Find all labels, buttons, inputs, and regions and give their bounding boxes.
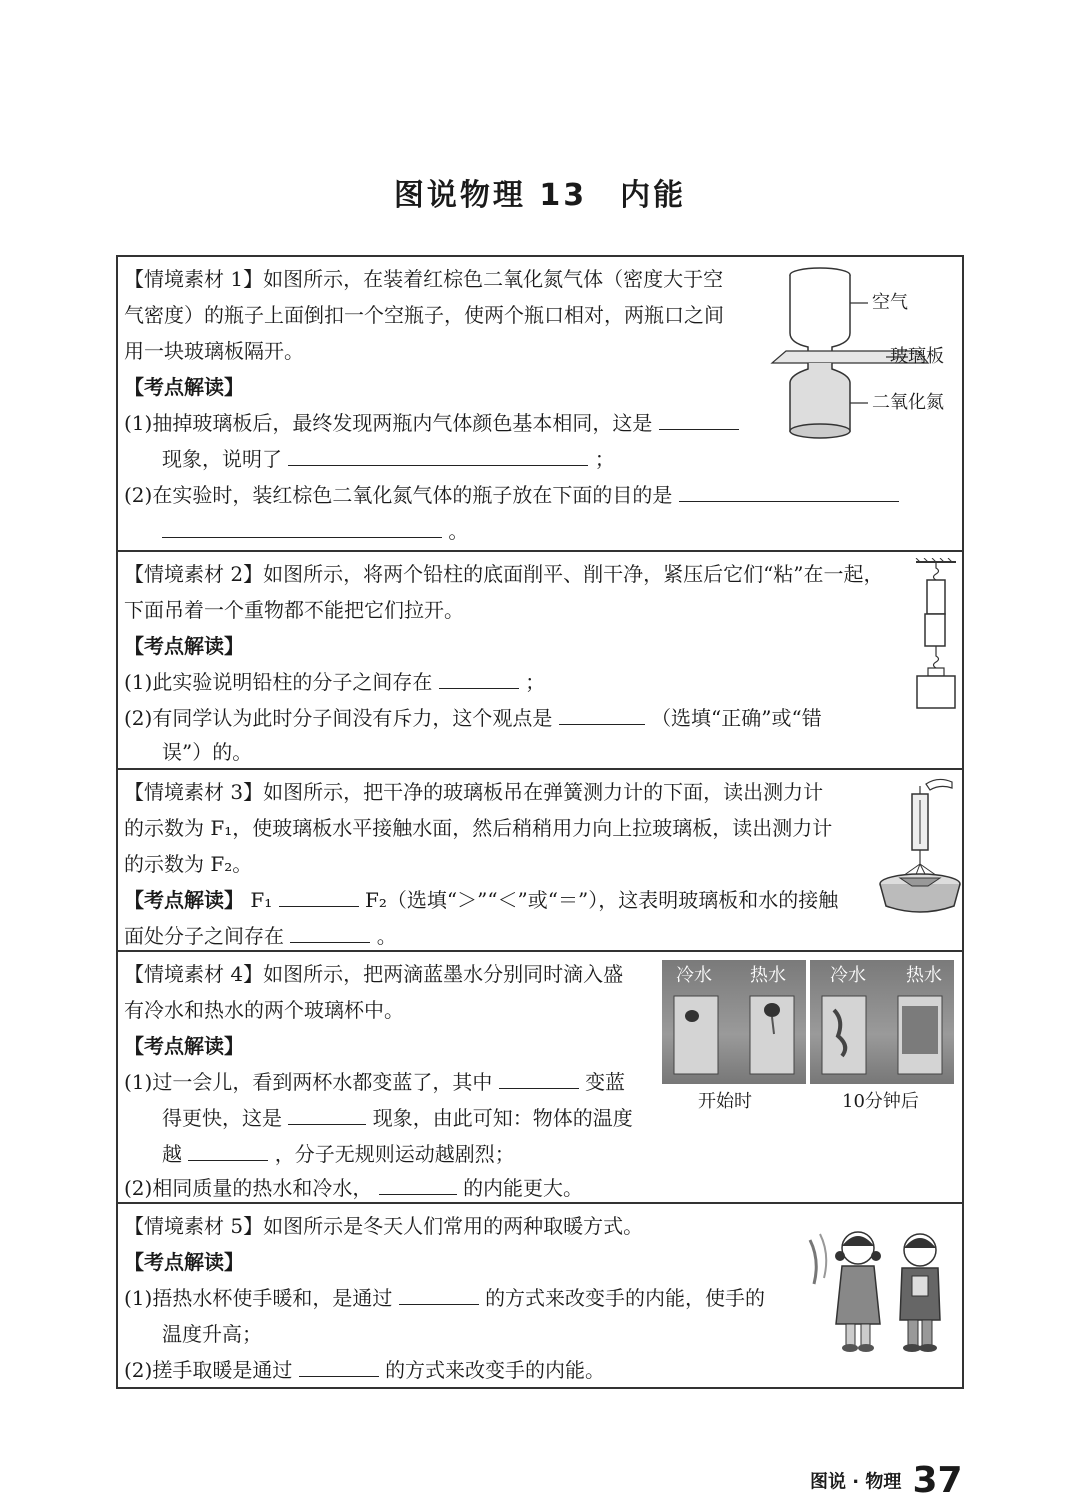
section-3 — [118, 770, 962, 952]
s4-q1-blank-2[interactable] — [288, 1104, 366, 1125]
s1-q1-blank-2[interactable] — [288, 445, 588, 466]
page-title: 图说物理 13 内能 — [393, 178, 687, 213]
s1-line3: 用一块玻璃板隔开。 — [124, 339, 304, 363]
photo-after-cold: 冷水 — [830, 965, 866, 986]
s2-q1-blank[interactable] — [439, 668, 519, 689]
photo-start-cold: 冷水 — [676, 965, 712, 986]
s2-q2-blank[interactable] — [559, 704, 645, 725]
s5-kd-heading: 【考点解读】 — [124, 1250, 244, 1274]
children-warming-hands-illustration — [806, 1220, 962, 1380]
s5-line1: 【情境素材 5】如图所示是冬天人们常用的两种取暖方式。 — [124, 1214, 644, 1238]
photo-start-hot: 热水 — [750, 965, 786, 986]
s2-q1-end: ； — [525, 670, 546, 694]
s2-q2-text-c: 误”）的。 — [162, 740, 253, 764]
s1-q2-blank-1[interactable] — [679, 481, 899, 502]
s4-line2: 有冷水和热水的两个玻璃杯中。 — [124, 998, 404, 1022]
s4-q2-end: 的内能更大。 — [463, 1176, 584, 1200]
s5-q2-end: 的方式来改变手的内能。 — [385, 1358, 606, 1382]
s4-q1-text-d: 现象，由此可知：物体的温度 — [372, 1106, 633, 1130]
s5-q2-text: (2)搓手取暖是通过 — [124, 1358, 293, 1382]
fig-label-no2: 二氧化氮 — [872, 392, 944, 413]
s1-q1-blank-1[interactable] — [659, 409, 739, 430]
s4-q1-text-b: 变蓝 — [585, 1070, 626, 1094]
s2-q1-text: (1)此实验说明铅柱的分子之间存在 — [124, 670, 433, 694]
s1-q1-end: ； — [594, 447, 615, 471]
s3-line3: 的示数为 F₂。 — [124, 852, 253, 876]
section-5 — [118, 1204, 962, 1387]
s4-q1-text-c: 得更快，这是 — [162, 1106, 282, 1130]
s3-q-end: 。 — [376, 924, 397, 948]
s5-q1-blank[interactable] — [399, 1284, 479, 1305]
s4-q1-blank-3[interactable] — [188, 1140, 268, 1161]
caption-start: 开始时 — [698, 1091, 752, 1112]
s1-line2: 气密度）的瓶子上面倒扣一个空瓶子，使两个瓶口相对，两瓶口之间 — [124, 303, 724, 327]
s2-line2: 下面吊着一个重物都不能把它们拉开。 — [124, 598, 464, 622]
s4-q1-text-e: 越 — [162, 1142, 182, 1166]
lead-cylinders-diagram — [914, 558, 958, 718]
s1-kd-heading: 【考点解读】 — [124, 375, 244, 399]
s3-q-blank-2[interactable] — [290, 922, 370, 943]
caption-after: 10分钟后 — [842, 1091, 919, 1112]
section-4 — [118, 952, 962, 1204]
s4-q1-text: (1)过一会儿，看到两杯水都变蓝了，其中 — [124, 1070, 493, 1094]
s3-q-text: F₂（选填“＞”“＜”或“＝”），这表明玻璃板和水的接触 — [364, 888, 839, 912]
s5-q1-text-c: 温度升高； — [162, 1322, 262, 1346]
s3-kd-heading: 【考点解读】 — [124, 888, 244, 912]
s3-q-blank-1[interactable] — [279, 886, 359, 907]
s2-kd-heading: 【考点解读】 — [124, 634, 244, 658]
s1-q2-end: 。 — [448, 519, 469, 543]
s1-q1-text-b: 现象，说明了 — [162, 447, 282, 471]
fig-label-glass: 玻璃板 — [890, 346, 944, 367]
s4-line1: 【情境素材 4】如图所示，把两滴蓝墨水分别同时滴入盛 — [124, 962, 624, 986]
s4-q2-blank[interactable] — [379, 1174, 457, 1195]
s4-q2-text: (2)相同质量的热水和冷水， — [124, 1176, 373, 1200]
s3-q-text-b: 面处分子之间存在 — [124, 924, 284, 948]
s1-q1-text: (1)抽掉玻璃板后，最终发现两瓶内气体颜色基本相同，这是 — [124, 411, 653, 435]
s1-q2-text: (2)在实验时，装红棕色二氧化氮气体的瓶子放在下面的目的是 — [124, 483, 673, 507]
s4-kd-heading: 【考点解读】 — [124, 1034, 244, 1058]
content-frame — [116, 255, 964, 1389]
fig-label-air: 空气 — [872, 292, 908, 313]
s2-q2-text: (2)有同学认为此时分子间没有斥力，这个观点是 — [124, 706, 553, 730]
s2-line1: 【情境素材 2】如图所示，将两个铅柱的底面削平、削干净，紧压后它们“粘”在一起， — [124, 562, 884, 586]
page-number: 37 — [912, 1460, 963, 1501]
footer-label: 图说 · 物理 — [810, 1471, 902, 1493]
s3-f1: F₁ — [250, 888, 273, 912]
s1-line1: 【情境素材 1】如图所示，在装着红棕色二氧化氮气体（密度大于空 — [124, 267, 724, 291]
s3-line1: 【情境素材 3】如图所示，把干净的玻璃板吊在弹簧测力计的下面，读出测力计 — [124, 780, 824, 804]
section-2 — [118, 552, 962, 770]
s5-q1-text-b: 的方式来改变手的内能，使手的 — [485, 1286, 766, 1310]
s4-q1-text-f: ，分子无规则运动越剧烈； — [274, 1142, 515, 1166]
s3-line2: 的示数为 F₁，使玻璃板水平接触水面，然后稍稍用力向上拉玻璃板，读出测力计 — [124, 816, 833, 840]
s2-q2-text-b: （选填“正确”或“错 — [651, 706, 822, 730]
section-1 — [118, 257, 962, 552]
s5-q1-text: (1)捂热水杯使手暖和，是通过 — [124, 1286, 393, 1310]
spring-scale-diagram — [878, 774, 962, 924]
s1-q2-blank-2[interactable] — [162, 517, 442, 538]
s4-q1-blank-1[interactable] — [499, 1068, 579, 1089]
page-footer — [810, 1460, 963, 1501]
s5-q2-blank[interactable] — [299, 1356, 379, 1377]
photo-after-hot: 热水 — [906, 965, 942, 986]
